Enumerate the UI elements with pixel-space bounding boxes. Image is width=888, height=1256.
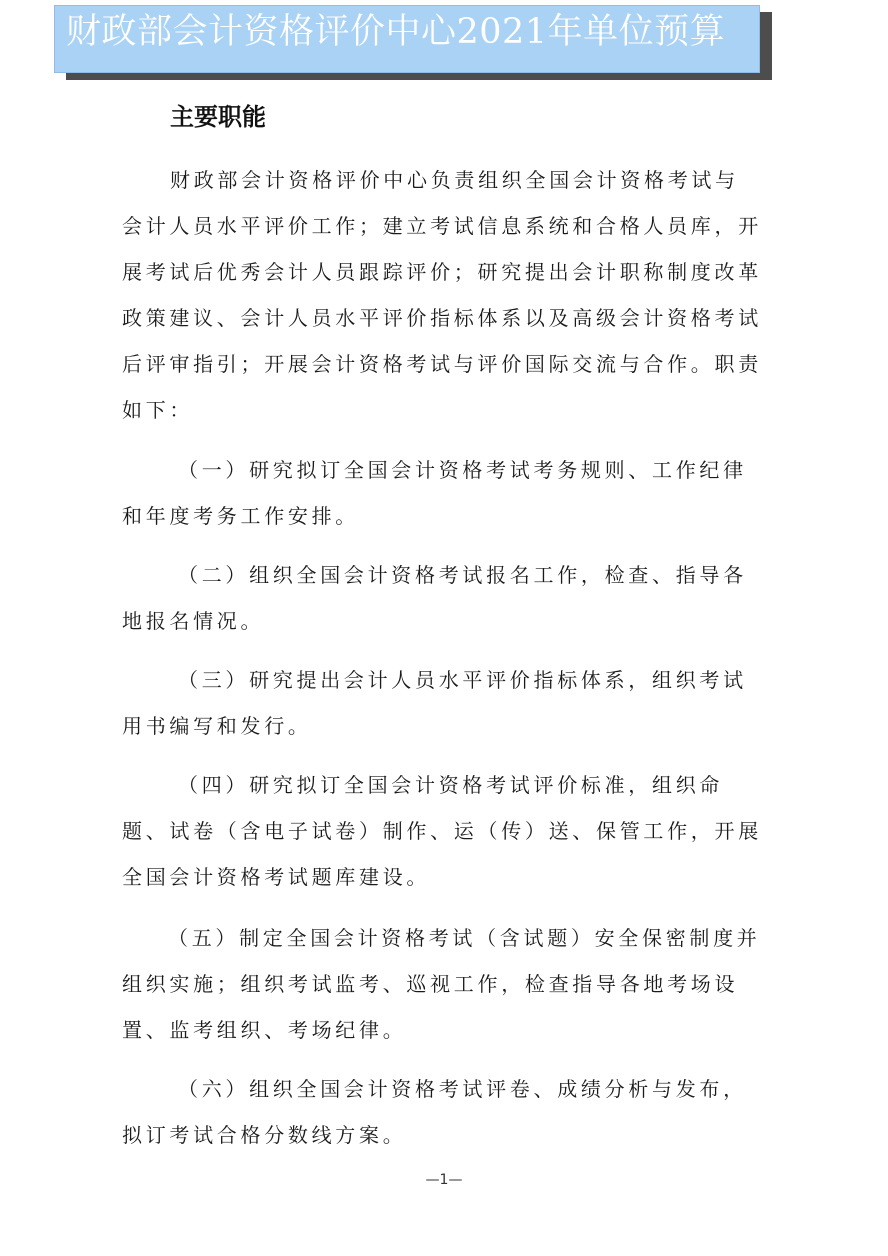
document-title: 财政部会计资格评价中心2021年单位预算	[66, 12, 726, 52]
duty-item-3: （三）研究提出会计人员水平评价指标体系，组织考试用书编写和发行。	[122, 668, 747, 738]
duty-item-6: （六）组织全国会计资格考试评卷、成绩分析与发布，拟订考试合格分数线方案。	[122, 1077, 747, 1147]
duty-item-1: （一）研究拟订全国会计资格考试考务规则、工作纪律和年度考务工作安排。	[122, 458, 747, 528]
duty-item-2: （二）组织全国会计资格考试报名工作，检查、指导各地报名情况。	[122, 563, 747, 633]
page-number: —1—	[425, 1172, 463, 1188]
duty-item-5: （五）制定全国会计资格考试（含试题）安全保密制度并组织实施；组织考试监考、巡视工作，检查指导各地考场设置、监考组织、考场纪律。	[122, 926, 761, 1042]
intro-paragraph: 财政部会计资格评价中心负责组织全国会计资格考试与会计人员水平评价工作；建立考试信息系统和合格人员库，开展考试后优秀会计人员跟踪评价；研究提出会计职称制度改革政策建议、会计人员水平评价指标体系以及高级会计资格考试后评审指引；开展会计资格考试与评价国际交流与合作。职责如下：	[122, 168, 762, 422]
duty-item-4: （四）研究拟订全国会计资格考试评价标准，组织命题、试卷（含电子试卷）制作、运（传）送、保管工作，开展全国会计资格考试题库建设。	[122, 773, 762, 889]
section-heading: 主要职能	[170, 103, 266, 131]
